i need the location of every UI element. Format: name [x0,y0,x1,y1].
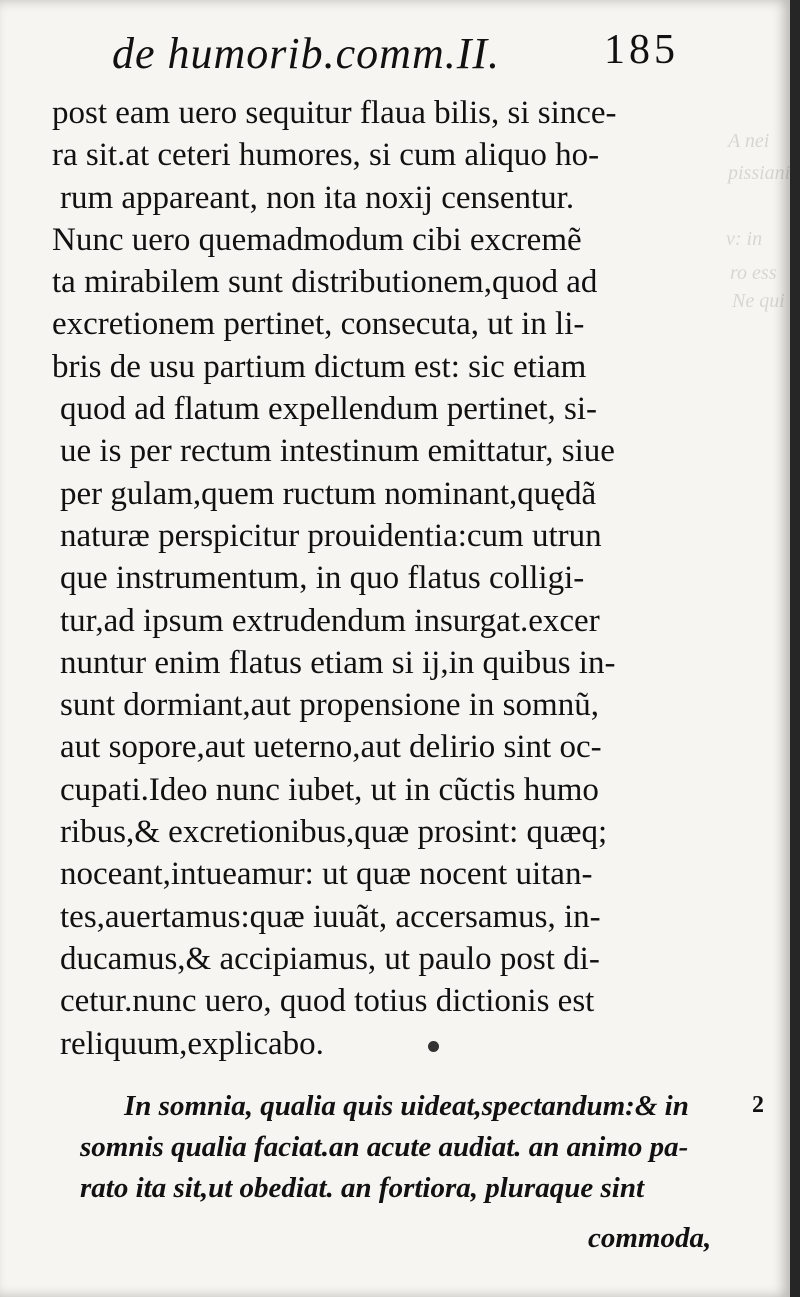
ink-spot [428,1041,439,1052]
text-line: Nunc uero quemadmodum cibi excremẽ [52,221,582,258]
aphorism-line: somnis qualia faciat.an acute audiat. an animo pa- [80,1131,689,1163]
page-edge-shadow [790,0,800,1297]
page-number: 185 [604,27,679,73]
text-line: ducamus,& accipiamus, ut paulo post di- [60,940,600,977]
text-line: cupati.Ideo nunc iubet, ut in cũctis humo [60,771,599,808]
text-line: naturæ perspicitur prouidentia:cum utrun [60,517,602,554]
text-line: ta mirabilem sunt distributionem,quod ad [52,264,598,301]
text-line: quod ad flatum expellendum pertinet, si- [60,391,598,428]
text-line: nuntur enim flatus etiam si ij,in quibus in- [60,644,616,681]
show-through-text: ro ess [730,262,777,284]
text-line: aut sopore,aut ueterno,aut delirio sint oc- [60,729,602,766]
text-line: rum appareant, non ita noxij censentur. [60,179,575,216]
running-head: de humorib.comm.II. [112,29,501,78]
commentary-text [52,92,712,1065]
show-through-text: A nei [728,130,770,152]
text-line: tur,ad ipsum extrudendum insurgat.excer [60,602,600,639]
show-through-text: Ne qui [732,290,785,312]
text-line: reliquum,explicabo. [60,1025,324,1062]
text-line: per gulam,quem ructum nominant,quędã [60,475,597,512]
text-line: cetur.nunc uero, quod totius dictionis est [60,983,595,1020]
text-line: tes,auertamus:quæ iuuãt, accersamus, in- [60,898,601,935]
aphorism-line: In somnia, qualia quis uideat,spectandum:& in [124,1090,689,1122]
text-line: bris de usu partium dictum est: sic etiam [52,348,587,385]
text-line: post eam uero sequitur flaua bilis, si since- [52,95,617,131]
text-line: ue is per rectum intestinum emittatur, siue [60,433,615,470]
text-line: sunt dormiant,aut propensione in somnũ, [60,687,599,724]
text-line: ra sit.at ceteri humores, si cum aliquo ho- [52,137,600,174]
marginal-number: 2 [752,1092,764,1118]
aphorism-line: rato ita sit,ut obediat. an fortiora, pluraque sint [80,1172,644,1204]
text-line: ribus,& excretionibus,quæ prosint: quæq; [60,814,608,851]
text-line: excretionem pertinet, consecuta, ut in li- [52,306,585,343]
show-through-text: pissiani [728,162,791,184]
show-through-text: v: in [726,228,763,250]
text-line: noceant,intueamur: ut quæ nocent uitan- [60,856,593,893]
text-line: que instrumentum, in quo flatus colligi- [60,560,585,597]
catchword: commoda, [588,1222,712,1254]
aphorism-text [80,1086,720,1209]
